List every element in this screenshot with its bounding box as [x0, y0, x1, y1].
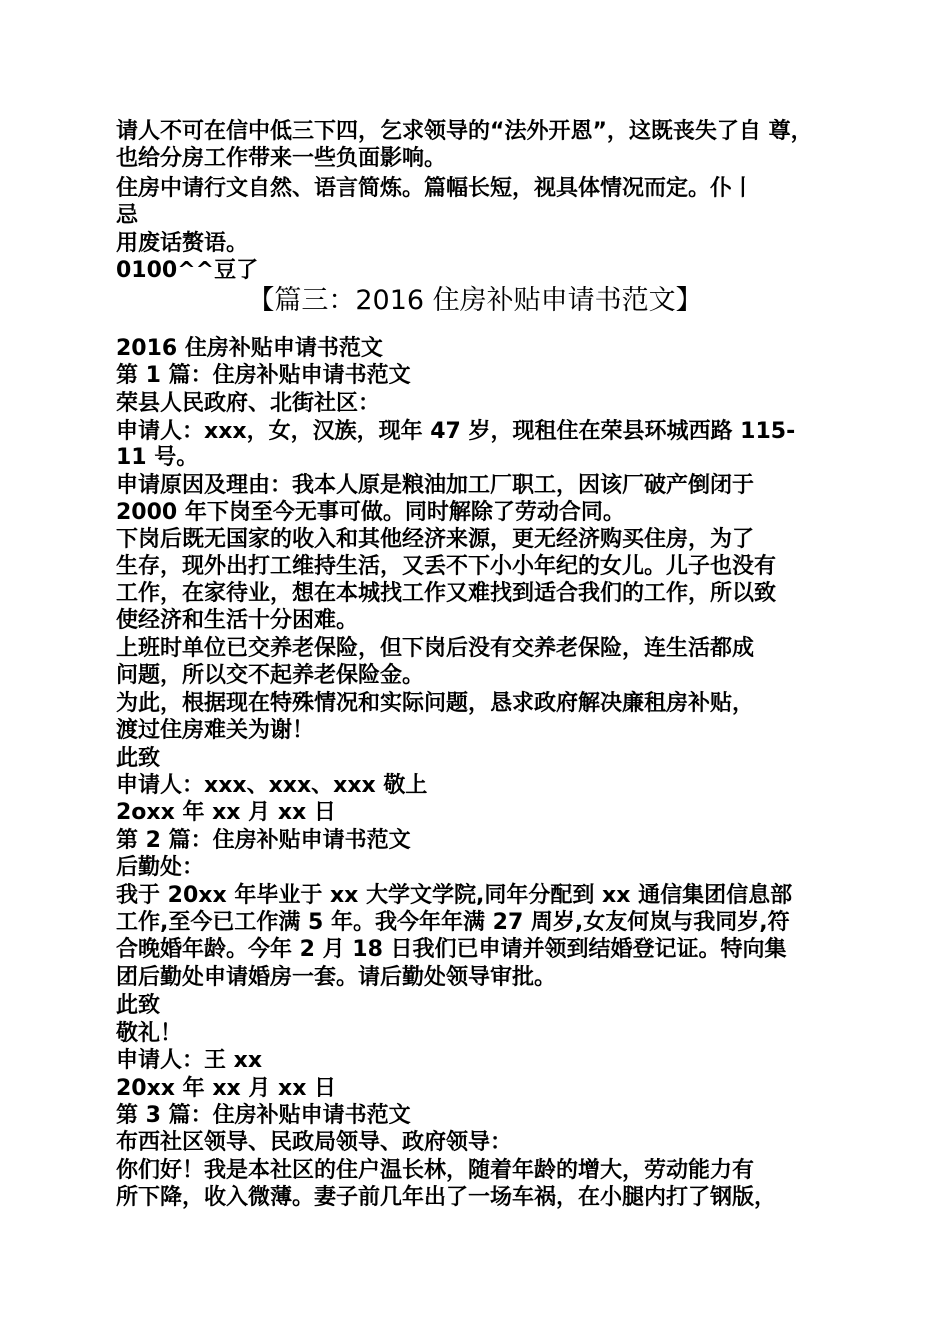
text-line: 也给分房工作带来一些负面影响。 — [116, 146, 447, 171]
text-line: 第 1 篇：住房补贴申请书范文 — [116, 363, 411, 388]
text-line: 敬礼！ — [116, 1021, 183, 1046]
text-line: 申请人：xxx、xxx、xxx 敬上 — [116, 773, 428, 798]
text-line: 你们好！我是本社区的住户温长林，随着年龄的增大，劳动能力有 — [116, 1158, 755, 1183]
text-line: 上班时单位已交养老保险，但下岗后没有交养老保险，连生活都成 — [116, 636, 755, 661]
text-line: 2oxx 年 xx 月 xx 日 — [116, 800, 336, 825]
text-line: 用废话赘语。 — [116, 231, 249, 256]
text-line: 申请原因及理由：我本人原是粮油加工厂职工，因该厂破产倒闭于 — [116, 473, 755, 498]
text-line: 此致 — [116, 746, 161, 771]
text-line: 使经济和生活十分困难。 — [116, 608, 359, 633]
text-line: 后勤处： — [116, 855, 205, 880]
text-line: 工作,至今已工作满 5 年。我今年年满 27 周岁,女友何岚与我同岁,符 — [116, 910, 790, 935]
text-line: 所下降，收入微薄。妻子前几年出了一场车祸，在小腿内打了钢版， — [116, 1185, 777, 1210]
text-line: 为此，根据现在特殊情况和实际问题，恳求政府解决廉租房补贴， — [116, 691, 755, 716]
text-line: 合晚婚年龄。今年 2 月 18 日我们已申请并领到结婚登记证。特向集 — [116, 937, 787, 962]
text-line: 2016 住房补贴申请书范文 — [116, 336, 383, 361]
text-line: 渡过住房难关为谢！ — [116, 718, 315, 743]
text-line: 此致 — [116, 993, 161, 1018]
text-line: 2000 年下岗至今无事可做。同时解除了劳动合同。 — [116, 500, 625, 525]
text-line: 第 2 篇：住房补贴申请书范文 — [116, 828, 411, 853]
text-line: 我于 20xx 年毕业于 xx 大学文学院,同年分配到 xx 通信集团信息部 — [116, 883, 793, 908]
text-line: 下岗后既无国家的收入和其他经济来源，更无经济购买住房，为了 — [116, 527, 755, 552]
text-line: 布西社区领导、民政局领导、政府领导： — [116, 1130, 513, 1155]
text-line: 0100^^豆了 — [116, 258, 259, 283]
section-heading: 【篇三：2016 住房补贴申请书范文】 — [247, 285, 703, 316]
text-line: 申请人：xxx，女，汉族，现年 47 岁，现租住在荣县环城西路 115- — [116, 419, 796, 444]
text-line: 团后勤处申请婚房一套。请后勤处领导审批。 — [116, 965, 557, 990]
text-line: 住房中请行文自然、语言简炼。篇幅长短，视具体情况而定。仆丨 — [116, 176, 755, 201]
text-line: 问题，所以交不起养老保险金。 — [116, 663, 425, 688]
text-line: 请人不可在信中低三下四，乞求领导的“法外开恩”，这既丧失了自 尊， — [116, 119, 813, 144]
text-line: 申请人：王 xx — [116, 1048, 263, 1073]
text-line: 忌 — [116, 203, 139, 228]
text-line: 11 号。 — [116, 445, 199, 470]
text-line: 生存，现外出打工维持生活，又丢不下小小年纪的女儿。儿子也没有 — [116, 554, 777, 579]
text-line: 荣县人民政府、北街社区： — [116, 391, 381, 416]
text-line: 工作，在家待业，想在本城找工作又难找到适合我们的工作，所以致 — [116, 581, 777, 606]
text-line: 20xx 年 xx 月 xx 日 — [116, 1076, 337, 1101]
text-line: 第 3 篇：住房补贴申请书范文 — [116, 1103, 411, 1128]
